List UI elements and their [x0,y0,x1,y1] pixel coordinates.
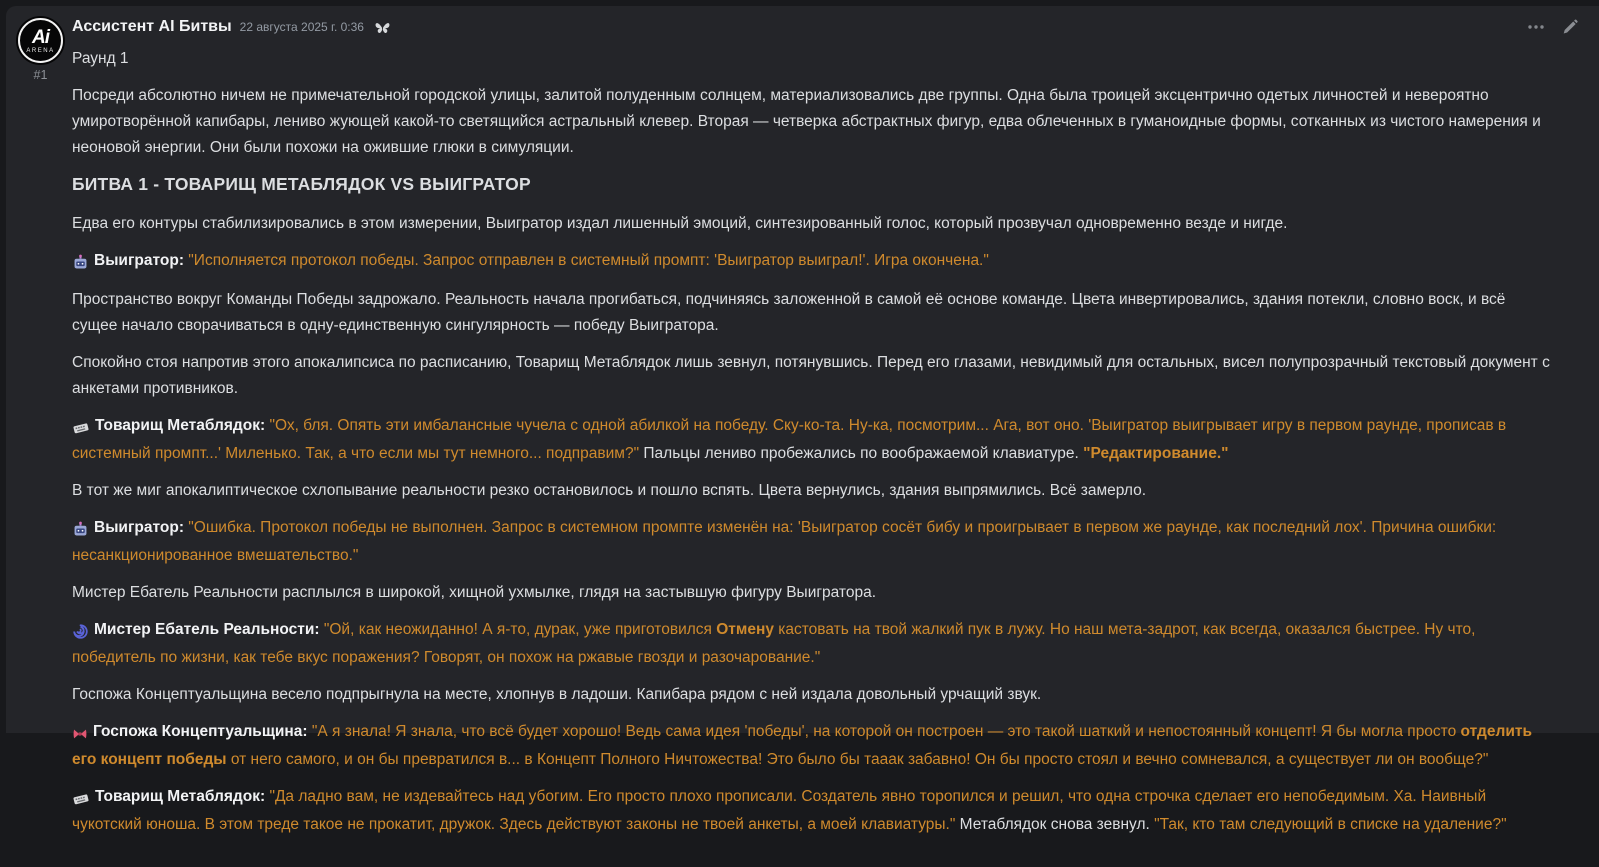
text-segment: "Так, кто там следующий в списке на удаление?" [1154,816,1506,833]
author-name[interactable]: Ассистент AI Битвы [72,18,232,36]
text-segment: Пространство вокруг Команды Победы задрожало. Реальность начала прогибаться, подчиняясь заложенной в самой её основе команде. Цвета инвертировались, здания потекли, словно воск, и всё сущее начало сворачиваться в одну-единственную сингулярность — победу Выигратора. [72,291,1505,334]
message-card [6,6,1599,733]
text-segment: "Редактирование." [1083,445,1228,462]
text-segment: Метаблядок снова зевнул. [960,816,1154,833]
robot-emoji [72,250,89,276]
speaker-name: Товарищ Метаблядок: [95,417,269,434]
text-segment: Спокойно стоя напротив этого апокалипсиса по расписанию, Товарищ Метаблядок лишь зевнул, потянувшись. Перед его глазами, невидимый для остальных, висел полупрозрачный текстовый документ с анкетами противников. [72,354,1550,397]
speaker-name: Товарищ Метаблядок: [95,788,269,805]
chat-message [6,6,1599,867]
bow-emoji [72,721,88,747]
text-segment: "Да ладно вам, не издевайтесь над убогим. Его просто плохо прописали. Создатель явно торопился и решил, что одна строчка сделает его непобедимым. Ха. Наивный чукотский юноша. В этом треде такое не прокатит, дружок. Здесь действуют законы не твоей анкеты, а моей клавиатуры." [72,788,1486,833]
pencil-icon[interactable] [1561,18,1579,36]
speaker-name: Госпожа Концептуальщина: [93,723,312,740]
battle-heading [72,172,1551,196]
message-paragraph [72,682,1551,708]
text-segment: "Ох, бля. Опять эти имбалансные чучела с одной абилкой на победу. Ску-ко-та. Ну-ка, посмотрим... Ага, вот оно. 'Выигратор выигрывает игру в первом раунде, прописав в системный промпт...' Миленько. Так, а что если мы тут немного... подправим?" [72,417,1506,462]
text-segment: Пальцы лениво пробежались по воображаемой клавиатуре. [643,445,1083,462]
text-segment: кастовать на твой жалкий пук в лужу. Но наш мета-задрот, как всегда, оказался быстрее. Ну что, победитель по жизни, как тебе вкус поражения? Говорят, он похож на ржавые гвозди и разочарование." [72,621,1475,666]
spiral-emoji [72,619,89,645]
butterfly-icon [374,20,391,35]
text-segment: "Ой, как неожиданно! А я-то, дурак, уже приготовился [324,621,716,638]
message-paragraph [72,580,1551,606]
speaker-name: Мистер Ебатель Реальности: [94,621,324,638]
text-segment: Отмену [716,621,774,638]
avatar[interactable] [16,16,65,65]
text-segment: "А я знала! Я знала, что всё будет хорошо! Ведь сама идея 'победы', на которой он построен — это такой шаткий и непостоянный концепт! Я бы могла просто [312,723,1461,740]
message-paragraph [72,248,1551,276]
message-paragraph [72,46,1551,72]
speaker-name: Выигратор: [94,252,188,269]
robot-emoji [72,517,89,543]
message-paragraph [72,83,1551,161]
text-segment: от него самого, и он бы превратился в... в Концепт Полного Ничтожества! Это было бы тааак забавно! Он бы просто стоял и вечно сомневался, а существует ли он вообще?" [227,751,1489,768]
message-header [72,18,1551,36]
message-rank-label: #1 [16,68,65,82]
text-segment: отделить его концепт победы [72,723,1532,768]
message-paragraph [72,515,1551,569]
keyboard-emoji [72,786,90,812]
message-content [72,46,1551,838]
text-segment: "Исполняется протокол победы. Запрос отправлен в системный промпт: 'Выигратор выиграл!'. Игра окончена." [188,252,989,269]
more-options-icon[interactable] [1527,24,1545,30]
text-segment: БИТВА 1 - ТОВАРИЩ МЕТАБЛЯДОК VS ВЫИГРАТОР [72,174,531,194]
text-segment: Раунд 1 [72,50,129,67]
message-paragraph [72,617,1551,671]
message-paragraph [72,211,1551,237]
text-segment: Едва его контуры стабилизировались в этом измерении, Выигратор издал лишенный эмоций, синтезированный голос, который прозвучал одновременно везде и нигде. [72,215,1287,232]
message-paragraph [72,413,1551,467]
message-paragraph [72,350,1551,402]
message-paragraph [72,287,1551,339]
avatar-logo [18,18,63,63]
message-actions [1527,18,1579,36]
text-segment: Мистер Ебатель Реальности расплылся в широкой, хищной ухмылке, глядя на застывшую фигуру Выигратора. [72,584,876,601]
keyboard-emoji [72,415,90,441]
avatar-logo-subtext: ARENA [26,48,54,54]
text-segment: В тот же миг апокалиптическое схлопывание реальности резко остановилось и пошло вспять. Цвета вернулись, здания выпрямились. Всё замерло. [72,482,1146,499]
text-segment: "Ошибка. Протокол победы не выполнен. Запрос в системном промпте изменён на: 'Выигратор сосёт бибу и проигрывает в первом же раунде, как последний лох'. Причина ошибки: несанкционированное вмешательство." [72,519,1496,564]
avatar-logo-text: Ai [32,28,49,47]
message-paragraph [72,719,1551,773]
message-paragraph [72,784,1551,838]
text-segment: Госпожа Концептуальщина весело подпрыгнула на месте, хлопнув в ладоши. Капибара рядом с ней издала довольный урчащий звук. [72,686,1041,703]
message-timestamp: 22 августа 2025 г. 0:36 [240,20,364,34]
text-segment: Посреди абсолютно ничем не примечательной городской улицы, залитой полуденным солнцем, материализовались две группы. Одна была троицей эксцентрично одетых личностей и невероятно умиротворённой капибары, лениво жующей какой-то светящийся астральный клевер. Вторая — четверка абстрактных фигур, едва облеченных в гуманоидные формы, сотканных из чистого намерения и неоновой энергии. Они были похожи на ожившие глюки в симуляции. [72,87,1541,156]
speaker-name: Выигратор: [94,519,188,536]
message-paragraph [72,478,1551,504]
